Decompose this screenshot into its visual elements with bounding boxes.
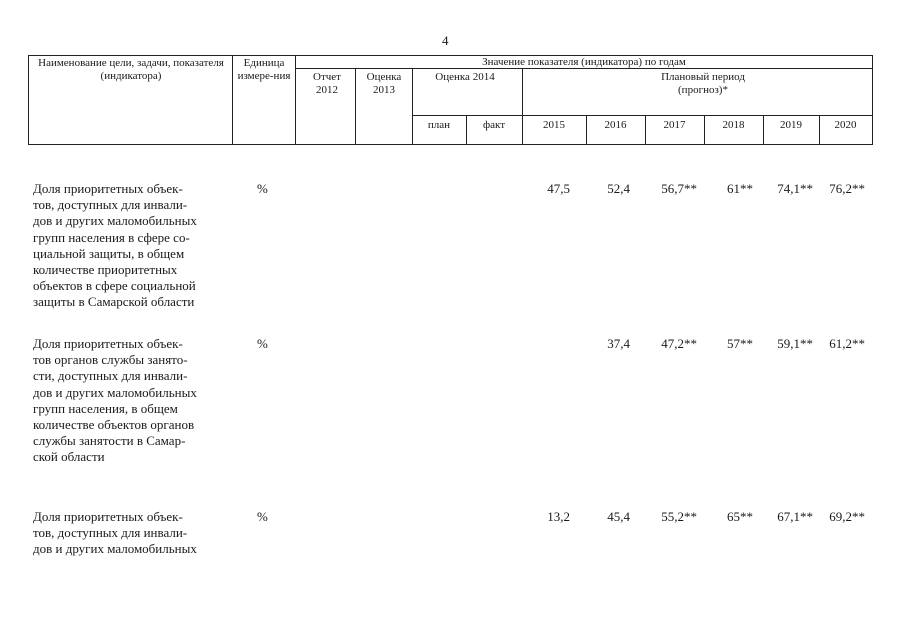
header-report-2012: Отчет 2012	[313, 71, 341, 96]
value-2018: 57**	[727, 336, 753, 351]
header-unit-column: Единица измере-ния	[237, 57, 291, 82]
header-year-2019: 2019	[780, 119, 802, 131]
header-year-2015: 2015	[543, 119, 565, 131]
value-2015: 13,2	[547, 509, 570, 524]
value-2016: 52,4	[607, 181, 630, 196]
indicator-unit: %	[257, 336, 268, 351]
value-2015: 47,5	[547, 181, 570, 196]
indicator-unit: %	[257, 181, 268, 196]
indicator-name: Доля приоритетных объек- тов органов службы занято- сти, доступных для инвали- дов и других маломобильных групп населения, в общем количестве объектов органов службы занятости в Самар- ской области	[33, 336, 197, 465]
header-year-2016: 2016	[604, 119, 627, 131]
value-2017: 55,2**	[661, 509, 697, 524]
header-fact: факт	[482, 119, 506, 131]
value-2018: 61**	[727, 181, 753, 196]
header-estimate-2013: Оценка 2013	[366, 71, 402, 96]
value-2018: 65**	[727, 509, 753, 524]
indicator-unit: %	[257, 509, 268, 524]
value-2020: 69,2**	[829, 509, 865, 524]
header-year-2017: 2017	[663, 119, 686, 131]
value-2020: 61,2**	[829, 336, 865, 351]
header-plan: план	[427, 119, 451, 131]
value-2017: 56,7**	[661, 181, 697, 196]
page-number: 4	[442, 33, 449, 48]
header-estimate-2014: Оценка 2014	[435, 71, 495, 83]
header-year-2018: 2018	[722, 119, 745, 131]
value-2019: 59,1**	[777, 336, 813, 351]
header-name-column: Наименование цели, задачи, показателя (индикатора)	[38, 57, 224, 82]
header-year-2020: 2020	[834, 119, 857, 131]
indicator-name: Доля приоритетных объек- тов, доступных для инвали- дов и других маломобильных	[33, 509, 197, 557]
value-2017: 47,2**	[661, 336, 697, 351]
header-planned-period: Плановый период (прогноз)*	[661, 71, 745, 96]
value-2016: 45,4	[607, 509, 630, 524]
header-values-column: Значение показателя (индикатора) по годам	[482, 56, 686, 68]
value-2019: 67,1**	[777, 509, 813, 524]
value-2019: 74,1**	[777, 181, 813, 196]
value-2020: 76,2**	[829, 181, 865, 196]
value-2016: 37,4	[607, 336, 630, 351]
indicator-name: Доля приоритетных объек- тов, доступных для инвали- дов и других маломобильных групп населения в сфере со- циальной защиты, в общем количестве приоритетных объектов в сфере социальной защиты в Самарской области	[33, 181, 197, 310]
